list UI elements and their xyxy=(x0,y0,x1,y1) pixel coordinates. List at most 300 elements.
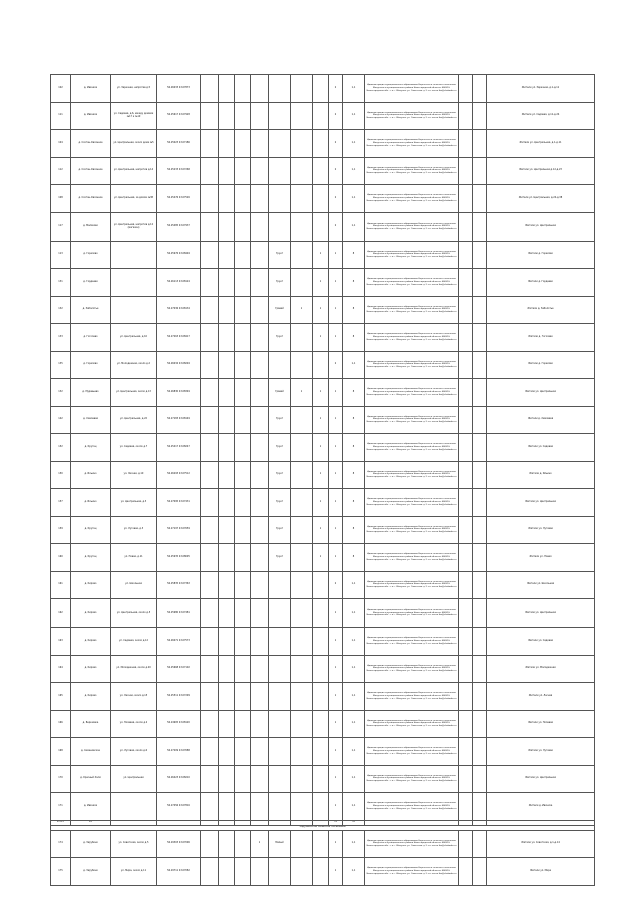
extra-cell xyxy=(251,241,269,269)
empty-cell xyxy=(473,461,487,489)
waste-source-cell: Жители ул. Центральная xyxy=(487,489,595,517)
container-count-cell: 1 xyxy=(329,406,343,434)
row-number: 131 xyxy=(51,269,71,297)
empty-cell xyxy=(235,75,251,103)
container-count-cell: 1 xyxy=(329,516,343,544)
empty-cell xyxy=(219,324,235,352)
waste-source-cell: Жители д. Заболотье xyxy=(487,296,595,324)
settlement-cell: д. Сохтан-Овсянное xyxy=(71,157,111,185)
settlement-cell: д. Кирово xyxy=(71,628,111,656)
surface-cell xyxy=(269,157,291,185)
empty-cell xyxy=(235,241,251,269)
empty-cell xyxy=(459,830,473,858)
empty-cell xyxy=(473,793,487,821)
container-count-cell: 1 xyxy=(329,434,343,462)
empty-cell xyxy=(473,655,487,683)
row-number: 135 xyxy=(51,351,71,379)
empty-cell xyxy=(235,628,251,656)
container-volume-cell: 1,1 xyxy=(343,858,365,886)
owner-info-cell: Администрация муниципального образования Нерехтского сельского поселения Шахунского муниципального района Нижегородской области, 606910, Нижегородская обл., г.о.г. Шахунья, ул. Советская, д.1, эл. почта tbo@shahadm.ru xyxy=(365,516,459,544)
empty-cell xyxy=(201,75,219,103)
waste-source-cell: Жители д. Горелово xyxy=(487,241,595,269)
empty-cell xyxy=(459,351,473,379)
empty-cell xyxy=(459,269,473,297)
empty-cell xyxy=(459,765,473,793)
extra-cell xyxy=(251,157,269,185)
container-volume-cell: 1,1 xyxy=(343,75,365,103)
owner-info-cell: Администрация муниципального образования Нерехтского сельского поселения Шахунского муниципального района Нижегородской области, 606910, Нижегородская обл., г.о.г. Шахунья, ул. Советская, д.1, эл. почта tbo@shahadm.ru xyxy=(365,434,459,462)
empty-cell xyxy=(459,212,473,241)
table-row xyxy=(51,296,595,324)
empty-cell xyxy=(201,683,219,711)
owner-info-cell: Администрация муниципального образования Нерехтского сельского поселения Шахунского муниципального района Нижегородской области, 606910, Нижегородская обл., г.о.г. Шахунья, ул. Советская, д.1, эл. почта tbo@shahadm.ru xyxy=(365,683,459,711)
container-count-cell: 1 xyxy=(329,324,343,352)
waste-source-cell: Жители ул. Садовая xyxy=(487,628,595,656)
empty-cell xyxy=(201,351,219,379)
settlement-cell: д. Ивачиха xyxy=(71,75,111,103)
table-row xyxy=(51,461,595,489)
settlement-cell: д. Красный Холм xyxy=(71,765,111,793)
owner-info-cell: Администрация муниципального образования Нерехтского сельского поселения Шахунского муниципального района Нижегородской области, 606910, Нижегородская обл., г.о.г. Шахунья, ул. Советская, д.1, эл. почта tbo@shahadm.ru xyxy=(365,628,459,656)
empty-cell xyxy=(219,379,235,407)
address-cell: ул. Лесная, около д.15 xyxy=(111,683,157,711)
empty-cell xyxy=(201,599,219,628)
coordinates-cell: 56.25835 43.07363 xyxy=(157,571,201,599)
surface-cell: Гравий xyxy=(269,296,291,324)
empty-cell xyxy=(459,793,473,821)
container-count-cell: 1 xyxy=(329,241,343,269)
container-volume-cell: 1,1 xyxy=(343,185,365,213)
area-cell xyxy=(313,212,329,241)
coordinates-cell: 56.27183 43.08149 xyxy=(157,406,201,434)
owner-info-cell: Администрация муниципального образования Нерехтского сельского поселения Шахунского муниципального района Нижегородской области, 606910, Нижегородская обл., г.о.г. Шахунья, ул. Советская, д.1, эл. почта tbo@shahadm.ru xyxy=(365,461,459,489)
empty-cell xyxy=(219,434,235,462)
empty-cell xyxy=(201,858,219,886)
table-row xyxy=(51,406,595,434)
row-number: 170 xyxy=(51,765,71,793)
material-cell xyxy=(291,628,313,656)
container-count-cell: 1 xyxy=(329,489,343,517)
row-number: 165 xyxy=(51,683,71,711)
empty-cell xyxy=(473,571,487,599)
address-cell: ул. Полевая, около д.2 xyxy=(111,710,157,738)
surface-cell xyxy=(269,738,291,766)
address-cell: ул. Садовая, д.6, между домами №17 и №19 xyxy=(111,102,157,130)
empty-cell xyxy=(201,406,219,434)
empty-cell xyxy=(459,406,473,434)
container-count-cell: 2 xyxy=(329,102,343,130)
table-row xyxy=(51,738,595,766)
empty-cell xyxy=(235,571,251,599)
settlement-cell: д. Ильино xyxy=(71,461,111,489)
surface-cell xyxy=(269,655,291,683)
area-cell: 1 xyxy=(313,461,329,489)
row-number: 133 xyxy=(51,324,71,352)
container-volume-cell: 8 xyxy=(343,379,365,407)
table-row xyxy=(51,102,595,130)
empty-cell xyxy=(219,406,235,434)
container-volume-cell: 1,1 xyxy=(343,212,365,241)
row-number: 117 xyxy=(51,212,71,241)
row-number: 108 xyxy=(51,185,71,213)
empty-cell xyxy=(473,434,487,462)
coordinates-cell: 56.25935 43.08095 xyxy=(157,544,201,572)
waste-source-cell: Жители д. Горелово xyxy=(487,351,595,379)
coordinates-cell: 56.27263 43.08417 xyxy=(157,324,201,352)
empty-cell xyxy=(459,571,473,599)
owner-info-cell: Администрация муниципального образования Нерехтского сельского поселения Шахунского муниципального района Нижегородской области, 606910, Нижегородская обл., г.о.г. Шахунья, ул. Советская, д.1, эл. почта tbo@shahadm.ru xyxy=(365,185,459,213)
coordinates-cell: 56.25485 43.07937 xyxy=(157,212,201,241)
area-cell xyxy=(313,628,329,656)
waste-source-cell: Жители ул. Центральная xyxy=(487,379,595,407)
empty-cell xyxy=(473,406,487,434)
empty-cell xyxy=(201,738,219,766)
owner-info-cell: Администрация муниципального образования Нерехтского сельского поселения Шахунского муниципального района Нижегородской области, 606910, Нижегородская обл., г.о.г. Шахунья, ул. Советская, д.1, эл. почта tbo@shahadm.ru xyxy=(365,655,459,683)
extra-cell xyxy=(251,683,269,711)
container-count-cell: 2 xyxy=(329,130,343,158)
extra-cell xyxy=(251,655,269,683)
coordinates-cell: 56.29711 43.07082 xyxy=(157,858,201,886)
extra-cell xyxy=(251,434,269,462)
empty-cell xyxy=(235,130,251,158)
empty-cell xyxy=(459,628,473,656)
address-cell: ул. Центральная, д.3 xyxy=(111,489,157,517)
address-cell: ул. Центральная, за домом №38 xyxy=(111,185,157,213)
container-volume-cell: 8 xyxy=(343,269,365,297)
table-row xyxy=(51,571,595,599)
container-count-cell: 1 xyxy=(329,710,343,738)
material-cell xyxy=(291,241,313,269)
container-count-cell: 2 xyxy=(329,212,343,241)
owner-info-cell: Администрация муниципального образования Нерехтского сельского поселения Шахунского муниципального района Нижегородской области, 606910, Нижегородская обл., г.о.г. Шахунья, ул. Советская, д.1, эл. почта tbo@shahadm.ru xyxy=(365,75,459,103)
empty-cell xyxy=(219,130,235,158)
coordinates-cell: 56.25023 43.07186 xyxy=(157,130,201,158)
empty-cell xyxy=(459,544,473,572)
empty-cell xyxy=(201,130,219,158)
table-row xyxy=(51,130,595,158)
coordinates-cell: 56.25668 43.07102 xyxy=(157,655,201,683)
empty-cell xyxy=(473,683,487,711)
owner-info-cell: Администрация муниципального образования Нерехтского сельского поселения Шахунского муниципального района Нижегородской области, 606910, Нижегородская обл., г.о.г. Шахунья, ул. Советская, д.1, эл. почта tbo@shahadm.ru xyxy=(365,406,459,434)
material-cell: 1 xyxy=(291,379,313,407)
empty-cell xyxy=(235,765,251,793)
empty-cell xyxy=(235,710,251,738)
container-volume-cell: 1,1 xyxy=(343,655,365,683)
area-cell xyxy=(313,683,329,711)
empty-cell xyxy=(459,75,473,103)
empty-cell xyxy=(219,296,235,324)
empty-cell xyxy=(201,516,219,544)
waste-source-cell: Жители ул. Луговая xyxy=(487,738,595,766)
row-number: 112 xyxy=(51,157,71,185)
container-volume-cell: 8 xyxy=(343,434,365,462)
empty-cell xyxy=(219,571,235,599)
empty-cell xyxy=(201,544,219,572)
empty-cell xyxy=(459,489,473,517)
row-number: 113 xyxy=(51,241,71,269)
coordinates-cell: 56.26113 43.08124 xyxy=(157,269,201,297)
surface-cell: Грунт xyxy=(269,269,291,297)
material-cell xyxy=(291,830,313,858)
area-cell: 1 xyxy=(313,379,329,407)
empty-cell xyxy=(201,241,219,269)
extra-cell xyxy=(251,461,269,489)
empty-cell xyxy=(219,628,235,656)
table-row xyxy=(51,765,595,793)
container-count-cell: 1 xyxy=(329,544,343,572)
table-row xyxy=(51,599,595,628)
container-volume-cell: 1,1 xyxy=(343,571,365,599)
settlement-cell: д. Муравьево xyxy=(71,379,111,407)
settlement-cell: д. Сохтан-Овсянное xyxy=(71,130,111,158)
container-count-cell: 2 xyxy=(329,185,343,213)
extra-cell xyxy=(251,212,269,241)
extra-cell xyxy=(251,738,269,766)
row-number: 132 xyxy=(51,379,71,407)
row-number: 164 xyxy=(51,655,71,683)
row-number: 163 xyxy=(51,628,71,656)
row-number: 175 xyxy=(51,858,71,886)
container-volume-cell: 1,1 xyxy=(343,683,365,711)
surface-cell: Грунт xyxy=(269,241,291,269)
address-cell: ул. Центральная, напротив д.12 (магазин) xyxy=(111,212,157,241)
area-cell: 1 xyxy=(313,269,329,297)
waste-source-cell: Жители ул. Центральная д.12-д.23 xyxy=(487,157,595,185)
container-volume-cell: 1,1 xyxy=(343,710,365,738)
material-cell xyxy=(291,269,313,297)
address-cell: ул. Советская, около д.5 xyxy=(111,830,157,858)
address-cell: ул. Центральная, д.10 xyxy=(111,324,157,352)
waste-source-cell: Жители ул. Новая xyxy=(487,544,595,572)
empty-cell xyxy=(235,489,251,517)
table-row xyxy=(51,830,595,858)
empty-cell xyxy=(459,710,473,738)
area-cell xyxy=(313,710,329,738)
area-cell xyxy=(313,858,329,886)
table-row xyxy=(51,324,595,352)
empty-cell xyxy=(235,738,251,766)
empty-cell xyxy=(473,516,487,544)
waste-source-cell: Жители ул. Садовая, д.11-д.24 xyxy=(487,102,595,130)
settlement-cell: д. Крутец xyxy=(71,544,111,572)
area-cell: 1 xyxy=(313,489,329,517)
surface-cell: Грунт xyxy=(269,461,291,489)
settlement-cell: д. Горелово xyxy=(71,351,111,379)
material-cell xyxy=(291,738,313,766)
empty-cell xyxy=(201,628,219,656)
table-row xyxy=(51,655,595,683)
container-count-cell: 2 xyxy=(329,75,343,103)
owner-info-cell: Администрация муниципального образования Нерехтского сельского поселения Шахунского муниципального района Нижегородской области, 606910, Нижегородская обл., г.о.г. Шахунья, ул. Советская, д.1, эл. почта tbo@shahadm.ru xyxy=(365,830,459,858)
material-cell xyxy=(291,75,313,103)
extra-cell xyxy=(251,379,269,407)
container-count-cell: 1 xyxy=(329,628,343,656)
container-count-cell: 2 xyxy=(329,571,343,599)
extra-cell xyxy=(251,102,269,130)
area-cell xyxy=(313,738,329,766)
table-row xyxy=(51,683,595,711)
empty-cell xyxy=(459,858,473,886)
address-cell: ул. Центральная, около д.5 xyxy=(111,599,157,628)
empty-cell xyxy=(473,830,487,858)
empty-cell xyxy=(201,324,219,352)
total-cell: Итого xyxy=(51,820,71,825)
material-cell xyxy=(291,185,313,213)
table-row xyxy=(51,628,595,656)
empty-cell xyxy=(201,793,219,821)
waste-source-cell: Жители д. Хмелевая xyxy=(487,406,595,434)
surface-cell: Грунт xyxy=(269,516,291,544)
container-volume-cell: 1,1 xyxy=(343,628,365,656)
waste-source-cell: Жители ул. Молодежная xyxy=(487,655,595,683)
extra-cell xyxy=(251,489,269,517)
table-row xyxy=(51,858,595,886)
area-cell xyxy=(313,830,329,858)
material-cell xyxy=(291,489,313,517)
address-cell: ул. Центральная, напротив д.14 xyxy=(111,157,157,185)
empty-cell xyxy=(235,793,251,821)
owner-info-cell: Администрация муниципального образования Нерехтского сельского поселения Шахунского муниципального района Нижегородской области, 606910, Нижегородская обл., г.о.г. Шахунья, ул. Советская, д.1, эл. почта tbo@shahadm.ru xyxy=(365,241,459,269)
address-cell xyxy=(111,296,157,324)
empty-cell xyxy=(201,655,219,683)
material-cell xyxy=(291,157,313,185)
waste-source-cell: Жители д. Ивачиха xyxy=(487,793,595,821)
empty-cell xyxy=(459,157,473,185)
extra-cell xyxy=(251,296,269,324)
address-cell xyxy=(111,793,157,821)
container-volume-cell: 1,1 xyxy=(343,351,365,379)
coordinates-cell: 56.25980 43.07481 xyxy=(157,599,201,628)
container-volume-cell: 8 xyxy=(343,241,365,269)
owner-info-cell: Администрация муниципального образования Нерехтского сельского поселения Шахунского муниципального района Нижегородской области, 606910, Нижегородская обл., г.о.г. Шахунья, ул. Советская, д.1, эл. почта tbo@shahadm.ru xyxy=(365,269,459,297)
coordinates-cell: 56.25476 43.07526 xyxy=(157,185,201,213)
address-cell: ул. Молодежная, около д.20 xyxy=(111,655,157,683)
extra-cell xyxy=(251,130,269,158)
empty-cell xyxy=(201,710,219,738)
empty-cell xyxy=(473,102,487,130)
row-number: 168 xyxy=(51,738,71,766)
empty-cell xyxy=(235,858,251,886)
waste-source-cell: Жители д. Ильино xyxy=(487,461,595,489)
section-title: Зарубинское сельское поселение xyxy=(51,825,595,830)
waste-source-cell: Жители ул. Советская, д.1-д.14 xyxy=(487,830,595,858)
surface-cell xyxy=(269,710,291,738)
empty-cell xyxy=(235,683,251,711)
coordinates-cell: 56.29303 43.07096 xyxy=(157,830,201,858)
address-cell: ул. Заречная, напротив д.5 xyxy=(111,75,157,103)
area-cell xyxy=(313,75,329,103)
settlement-cell: д. Гоголево xyxy=(71,324,111,352)
container-volume-cell: 8 xyxy=(343,516,365,544)
settlement-cell: д. Березовка xyxy=(71,710,111,738)
empty-cell xyxy=(235,157,251,185)
empty-cell xyxy=(473,185,487,213)
extra-cell xyxy=(251,185,269,213)
empty-cell xyxy=(473,351,487,379)
table-row xyxy=(51,351,595,379)
area-cell: 1 xyxy=(313,241,329,269)
table-row xyxy=(51,269,595,297)
area-cell xyxy=(313,102,329,130)
owner-info-cell: Администрация муниципального образования Нерехтского сельского поселения Шахунского муниципального района Нижегородской области, 606910, Нижегородская обл., г.о.г. Шахунья, ул. Советская, д.1, эл. почта tbo@shahadm.ru xyxy=(365,102,459,130)
empty-cell xyxy=(219,710,235,738)
empty-cell xyxy=(235,406,251,434)
address-cell: ул. Центральная, д.22 xyxy=(111,406,157,434)
material-cell xyxy=(291,710,313,738)
waste-source-cell: Жители ул. Мира xyxy=(487,858,595,886)
empty-cell xyxy=(235,655,251,683)
material-cell xyxy=(291,544,313,572)
container-count-cell: 1 xyxy=(329,765,343,793)
owner-info-cell: Администрация муниципального образования Нерехтского сельского поселения Шахунского муниципального района Нижегородской области, 606910, Нижегородская обл., г.о.г. Шахунья, ул. Советская, д.1, эл. почта tbo@shahadm.ru xyxy=(365,489,459,517)
material-cell xyxy=(291,683,313,711)
material-cell xyxy=(291,858,313,886)
container-count-cell: 1 xyxy=(329,683,343,711)
surface-cell xyxy=(269,765,291,793)
extra-cell xyxy=(251,544,269,572)
container-volume-cell: 1,1 xyxy=(343,157,365,185)
empty-cell xyxy=(219,489,235,517)
waste-source-cell: Жители д. Гордеево xyxy=(487,269,595,297)
material-cell xyxy=(291,406,313,434)
empty-cell xyxy=(459,599,473,628)
waste-sites-table xyxy=(50,74,595,886)
empty-cell xyxy=(219,269,235,297)
container-count-cell: 1 xyxy=(329,269,343,297)
area-cell xyxy=(313,793,329,821)
waste-source-cell: Жители ул. Центральная xyxy=(487,212,595,241)
coordinates-cell: 56.27197 43.07659 xyxy=(157,516,201,544)
waste-source-cell: Жители ул. Луговая xyxy=(487,516,595,544)
material-cell xyxy=(291,571,313,599)
empty-cell xyxy=(473,489,487,517)
empty-cell xyxy=(235,324,251,352)
row-number: 174 xyxy=(51,830,71,858)
surface-cell xyxy=(269,212,291,241)
empty-cell xyxy=(219,241,235,269)
row-number: 159 xyxy=(51,516,71,544)
surface-cell: Малый xyxy=(269,830,291,858)
empty-cell xyxy=(201,571,219,599)
surface-cell xyxy=(269,185,291,213)
owner-info-cell: Администрация муниципального образования Нерехтского сельского поселения Шахунского муниципального района Нижегородской области, 606910, Нижегородская обл., г.о.г. Шахунья, ул. Советская, д.1, эл. почта tbo@shahadm.ru xyxy=(365,858,459,886)
row-number: 152 xyxy=(51,434,71,462)
coordinates-cell: 56.27209 43.07688 xyxy=(157,738,201,766)
empty-cell xyxy=(473,765,487,793)
empty-cell xyxy=(235,102,251,130)
empty-cell xyxy=(235,185,251,213)
empty-cell xyxy=(459,379,473,407)
surface-cell xyxy=(269,351,291,379)
table-row xyxy=(51,710,595,738)
extra-cell xyxy=(251,710,269,738)
total-cell: 31 xyxy=(329,820,343,825)
container-volume-cell: 1,1 xyxy=(343,599,365,628)
container-volume-cell: 8 xyxy=(343,461,365,489)
address-cell: ул. Молодежная, около д.2 xyxy=(111,351,157,379)
material-cell xyxy=(291,324,313,352)
material-cell: 1 xyxy=(291,296,313,324)
extra-cell xyxy=(251,571,269,599)
surface-cell xyxy=(269,130,291,158)
owner-info-cell: Администрация муниципального образования Нерехтского сельского поселения Шахунского муниципального района Нижегородской области, 606910, Нижегородская обл., г.о.г. Шахунья, ул. Советская, д.1, эл. почта tbo@shahadm.ru xyxy=(365,157,459,185)
area-cell: 1 xyxy=(313,324,329,352)
address-cell: ул. Садовая, около д.7 xyxy=(111,434,157,462)
empty-cell xyxy=(201,434,219,462)
material-cell xyxy=(291,461,313,489)
owner-info-cell: Администрация муниципального образования Нерехтского сельского поселения Шахунского муниципального района Нижегородской области, 606910, Нижегородская обл., г.о.г. Шахунья, ул. Советская, д.1, эл. почта tbo@shahadm.ru xyxy=(365,765,459,793)
settlement-cell: д. Заболотье xyxy=(71,296,111,324)
